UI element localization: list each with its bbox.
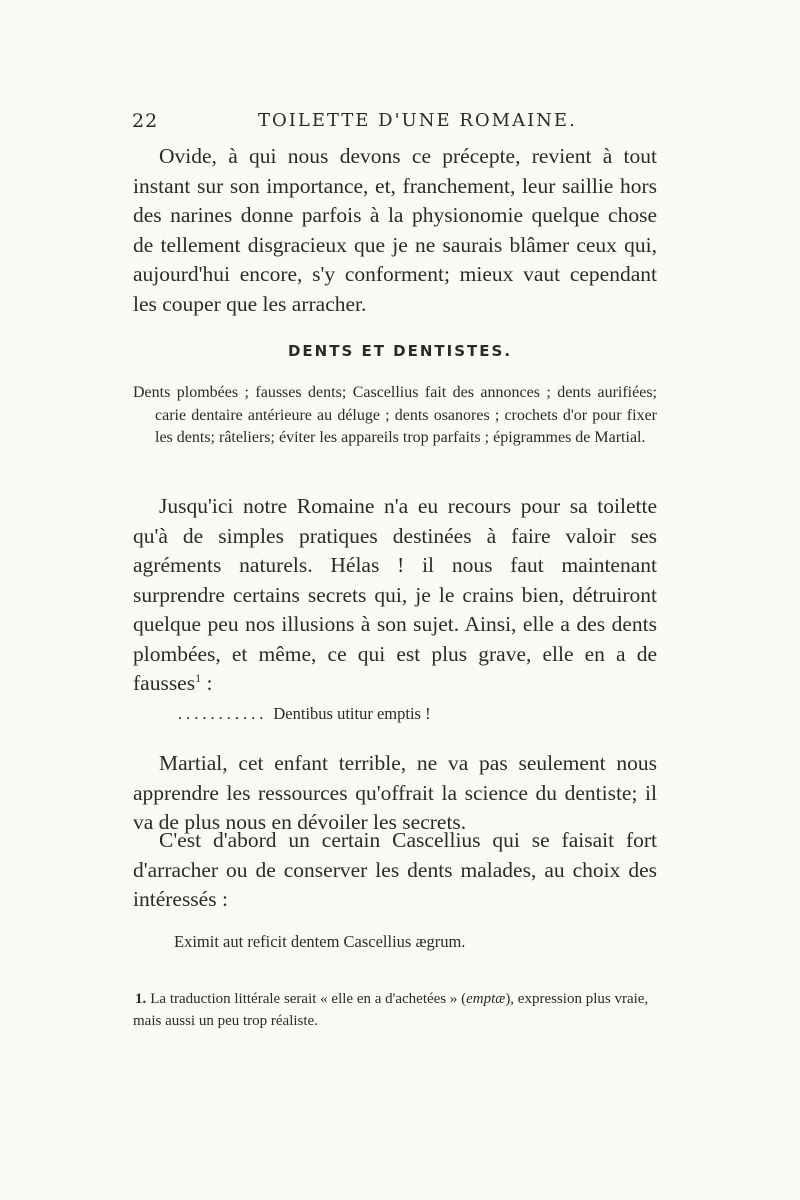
paragraph-martial: Martial, cet enfant terrible, ne va pas seulement nous apprendre les ressources qu'offrait la science du dentiste; il va de plus nous en dévoiler les secrets.	[133, 751, 657, 834]
footnote-text-after: ), expression plus vraie, mais aussi un peu trop réaliste.	[133, 991, 649, 1029]
running-title: TOILETTE D'UNE ROMAINE.	[258, 110, 577, 131]
paragraph-romaine-text: Jusqu'ici notre Romaine n'a eu recours pour sa toilette qu'à de simples pratiques destinées à faire valoir ses agréments naturels. Hélas ! il nous faut maintenant surprendre certains secrets qui, je le crains bien, détruiront quelque peu nos illusions à son sujet. Ainsi, elle a des dents plombées, et même, ce qui est plus grave, elle en a de fausses	[133, 494, 657, 695]
latin-quote-cascellius: Eximit aut reficit dentem Cascellius ægrum.	[174, 932, 466, 951]
running-head	[0, 110, 800, 140]
ellipsis-dots: ...........	[178, 704, 268, 723]
footnote-number: 1.	[135, 991, 147, 1007]
paragraph-cascellius: C'est d'abord un certain Cascellius qui se faisait fort d'arracher ou de conserver les dents malades, au choix des intéressés :	[133, 828, 657, 911]
footnote	[133, 989, 658, 1032]
paragraph-romaine	[133, 492, 657, 699]
footnote-reference: 1	[195, 670, 202, 685]
page-number: 22	[132, 110, 159, 132]
paragraph-romaine-tail: :	[201, 671, 213, 695]
footnote-emphasis: emptæ	[466, 991, 506, 1007]
paragraph-ovide: Ovide, à qui nous devons ce précepte, revient à tout instant sur son importance, et, franchement, leur saillie hors des narines donne parfois à la physionomie quelque chose de tellement disgracieux que je ne saurais blâmer ceux qui, aujourd'hui encore, s'y conforment; mieux vaut cependant les couper que les arracher.	[133, 144, 657, 316]
section-title: DENTS ET DENTISTES.	[287, 342, 513, 360]
latin-quote-emptis	[178, 704, 431, 724]
latin-quote-emptis-text: Dentibus utitur emptis !	[273, 704, 431, 723]
section-summary: Dents plombées ; fausses dents; Cascellius fait des annonces ; dents aurifiées; carie dentaire antérieure au déluge ; dents osanores ; crochets d'or pour fixer les dents; râteliers; éviter les appareils trop parfaits ; épigrammes de Martial.	[133, 384, 657, 446]
footnote-text-before: La traduction littérale serait « elle en a d'achetées » (	[150, 991, 467, 1007]
